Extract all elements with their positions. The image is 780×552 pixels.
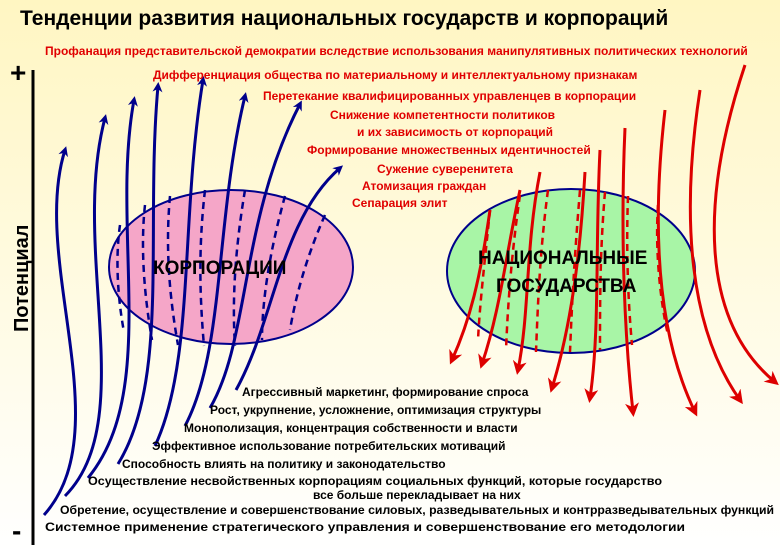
state-trend: Дифференциация общества по материальному и интеллектуальному признакам <box>153 68 638 82</box>
state-trend: Профанация представительской демократии вследствие использования манипулятивных политических технологий <box>45 44 748 58</box>
corp-arrow <box>44 150 76 515</box>
corporations-label: КОРПОРАЦИИ <box>153 258 287 279</box>
corp-trend: Монополизация, концентрация собственности и власти <box>184 421 518 435</box>
axis-plus-sign: + <box>10 57 27 88</box>
corp-arrow <box>65 118 105 496</box>
states-label-line1: НАЦИОНАЛЬНЫЕ <box>478 248 648 269</box>
corporate-trends-list <box>45 385 774 534</box>
corp-trend: Рост, укрупнение, усложнение, оптимизация структуры <box>210 403 542 417</box>
state-trend: Снижение компетентности политиков <box>330 108 556 122</box>
state-trend: Сужение суверенитета <box>377 162 513 176</box>
state-trend: Формирование множественных идентичностей <box>307 143 591 157</box>
state-trend: и их зависимость от корпораций <box>357 125 553 139</box>
page-title: Тенденции развития национальных государств и корпораций <box>20 7 669 30</box>
state-trend: Сепарация элит <box>352 196 448 210</box>
corp-trend: Способность влиять на политику и законодательство <box>122 457 446 471</box>
states-label-line2: ГОСУДАРСТВА <box>496 276 637 297</box>
state-trends-list <box>45 44 748 210</box>
corp-trend: Обретение, осуществление и совершенствование силовых, разведывательных и контрразведывательных функций <box>60 503 774 517</box>
corp-trend: Эффективное использование потребительских мотиваций <box>152 439 506 453</box>
axis-label: Потенциал <box>11 224 33 332</box>
state-trend: Атомизация граждан <box>362 179 487 193</box>
corp-trend: все больше перекладывает на них <box>313 488 521 502</box>
state-trend: Перетекание квалифицированных управленцев в корпорации <box>263 89 637 103</box>
axis-minus-sign: - <box>12 515 22 546</box>
corp-trend: Осуществление несвойственных корпорациям социальных функций, которые государство <box>88 474 662 488</box>
corp-trend: Агрессивный маркетинг, формирование спроса <box>242 385 529 399</box>
state-arrow <box>714 65 775 382</box>
corp-trend: Системное применение стратегического управления и совершенствование его методологии <box>45 520 685 534</box>
